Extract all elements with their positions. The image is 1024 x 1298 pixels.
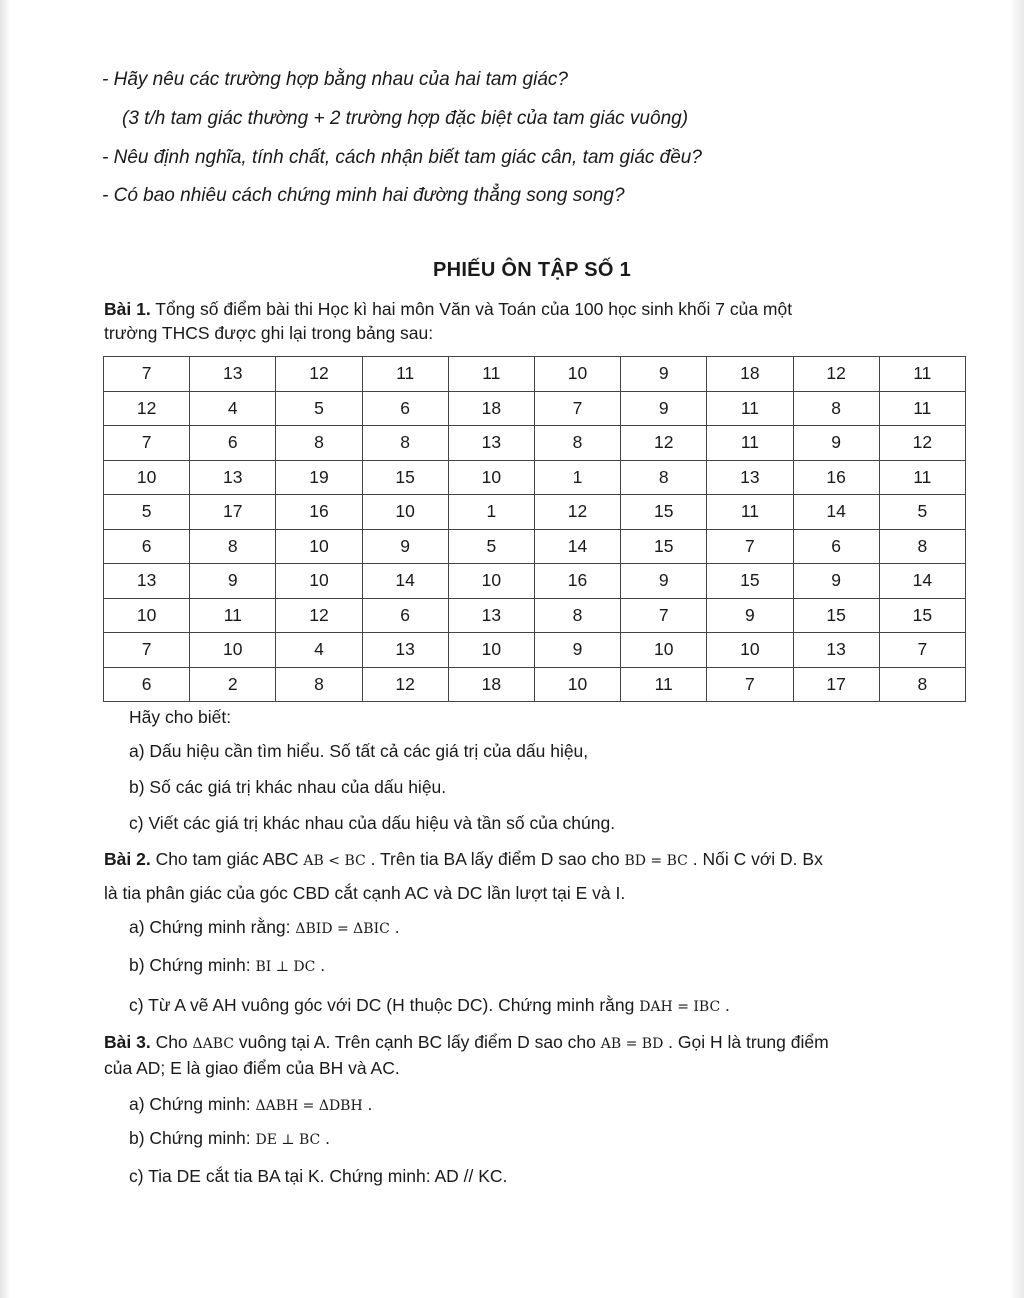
table-cell: 7 [104, 426, 190, 461]
table-cell: 11 [879, 357, 965, 392]
table-cell: 9 [621, 564, 707, 599]
table-cell: 9 [190, 564, 276, 599]
part-text: b) Chứng minh: [129, 1128, 256, 1148]
table-cell: 7 [534, 391, 620, 426]
table-cell: 13 [448, 598, 534, 633]
table-cell: 9 [707, 598, 793, 633]
part-end: . [320, 1128, 331, 1148]
part-math: ΔBID = ΔBIC [295, 921, 390, 937]
exercise-2-condition-2: BD = BC [624, 853, 688, 869]
table-cell: 11 [448, 357, 534, 392]
table-cell: 6 [190, 426, 276, 461]
page-edge-shadow [0, 0, 10, 1298]
table-cell: 8 [793, 391, 879, 426]
exercise-3-triangle: ΔABC [192, 1036, 235, 1052]
exercise-1-part-a: a) Dấu hiệu cần tìm hiểu. Số tất cả các giá trị của dấu hiệu, [129, 741, 589, 761]
table-cell: 4 [190, 391, 276, 426]
worksheet-title: PHIẾU ÔN TẬP SỐ 1 [432, 259, 632, 281]
exercise-1-statement [104, 297, 934, 345]
table-cell: 1 [534, 460, 620, 495]
table-cell: 12 [276, 357, 362, 392]
table-cell: 8 [190, 529, 276, 564]
table-cell: 11 [621, 667, 707, 702]
score-table-body [104, 357, 966, 702]
table-cell: 9 [621, 391, 707, 426]
table-cell: 2 [190, 667, 276, 702]
table-cell: 7 [104, 633, 190, 668]
table-cell: 10 [448, 564, 534, 599]
table-cell: 9 [793, 564, 879, 599]
exercise-3-part-c: c) Tia DE cắt tia BA tại K. Chứng minh: AD // KC. [129, 1166, 508, 1186]
table-cell: 8 [879, 529, 965, 564]
exercise-1-label: Bài 1. [104, 299, 151, 319]
table-cell: 11 [707, 426, 793, 461]
exercise-2-part-c [129, 994, 730, 1018]
table-cell: 9 [621, 357, 707, 392]
table-cell: 17 [190, 495, 276, 530]
table-cell: 14 [793, 495, 879, 530]
table-cell: 11 [879, 391, 965, 426]
table-cell: 13 [448, 426, 534, 461]
part-end: . [315, 955, 326, 975]
table-cell: 9 [534, 633, 620, 668]
question-2: - Nêu định nghĩa, tính chất, cách nhận biết tam giác cân, tam giác đều? [102, 147, 702, 168]
table-cell: 16 [276, 495, 362, 530]
exercise-2-line1 [104, 848, 823, 872]
part-text: a) Chứng minh rằng: [129, 917, 296, 937]
table-cell: 13 [707, 460, 793, 495]
score-table [103, 356, 966, 702]
table-cell: 9 [793, 426, 879, 461]
table-row [104, 426, 966, 461]
part-text: c) Từ A vẽ AH vuông góc với DC (H thuộc DC). Chứng minh rằng [129, 995, 640, 1015]
table-cell: 13 [362, 633, 448, 668]
table-cell: 15 [707, 564, 793, 599]
table-cell: 17 [793, 667, 879, 702]
table-row [104, 667, 966, 702]
table-cell: 12 [879, 426, 965, 461]
table-cell: 7 [621, 598, 707, 633]
question-1-note: (3 t/h tam giác thường + 2 trường hợp đặc biệt của tam giác vuông) [122, 108, 689, 129]
table-cell: 7 [879, 633, 965, 668]
question-1: - Hãy nêu các trường hợp bằng nhau của hai tam giác? [102, 69, 568, 90]
exercise-2-label: Bài 2. [104, 849, 151, 869]
table-cell: 15 [362, 460, 448, 495]
table-row [104, 529, 966, 564]
table-cell: 8 [276, 667, 362, 702]
exercise-2-part-a [129, 916, 400, 940]
table-cell: 10 [448, 460, 534, 495]
table-cell: 12 [362, 667, 448, 702]
table-cell: 12 [276, 598, 362, 633]
table-cell: 13 [793, 633, 879, 668]
exercise-1-text-line1: Tổng số điểm bài thi Học kì hai môn Văn và Toán của 100 học sinh khối 7 của một [150, 299, 793, 319]
part-end: . [389, 917, 400, 937]
table-cell: 7 [707, 667, 793, 702]
table-cell: 12 [104, 391, 190, 426]
exercise-1-part-c: c) Viết các giá trị khác nhau của dấu hiệu và tần số của chúng. [129, 813, 616, 833]
table-cell: 8 [534, 598, 620, 633]
exercise-3-condition: AB = BD [600, 1036, 664, 1052]
table-cell: 8 [362, 426, 448, 461]
table-cell: 14 [362, 564, 448, 599]
table-cell: 8 [879, 667, 965, 702]
table-cell: 12 [793, 357, 879, 392]
part-math: DAH = IBC [639, 999, 721, 1015]
table-cell: 8 [276, 426, 362, 461]
part-math: BI ⊥ DC [255, 959, 316, 975]
table-row [104, 598, 966, 633]
table-cell: 4 [276, 633, 362, 668]
table-cell: 15 [793, 598, 879, 633]
table-cell: 19 [276, 460, 362, 495]
table-cell: 5 [879, 495, 965, 530]
table-cell: 12 [621, 426, 707, 461]
table-row [104, 633, 966, 668]
exercise-3-text: Cho [150, 1032, 193, 1052]
table-cell: 6 [793, 529, 879, 564]
table-cell: 6 [362, 598, 448, 633]
part-text: b) Chứng minh: [129, 955, 256, 975]
table-cell: 16 [534, 564, 620, 599]
exercise-1-prompt: Hãy cho biết: [129, 707, 232, 727]
exercise-1-part-b: b) Số các giá trị khác nhau của dấu hiệu. [129, 777, 447, 797]
table-cell: 10 [448, 633, 534, 668]
page-edge-shadow-right [1010, 0, 1024, 1298]
table-row [104, 357, 966, 392]
table-cell: 14 [534, 529, 620, 564]
table-cell: 18 [707, 357, 793, 392]
exercise-3-text: vuông tại A. Trên cạnh BC lấy điểm D sao cho [234, 1032, 601, 1052]
table-row [104, 564, 966, 599]
table-cell: 6 [362, 391, 448, 426]
table-row [104, 391, 966, 426]
exercise-3-line1 [104, 1031, 829, 1055]
table-cell: 8 [534, 426, 620, 461]
table-row [104, 460, 966, 495]
table-cell: 11 [190, 598, 276, 633]
table-cell: 9 [362, 529, 448, 564]
table-cell: 13 [104, 564, 190, 599]
part-math: DE ⊥ BC [255, 1132, 321, 1148]
table-cell: 6 [104, 529, 190, 564]
table-cell: 5 [104, 495, 190, 530]
table-cell: 7 [707, 529, 793, 564]
table-cell: 10 [534, 357, 620, 392]
table-cell: 12 [534, 495, 620, 530]
table-cell: 11 [879, 460, 965, 495]
table-cell: 11 [707, 495, 793, 530]
part-end: . [720, 995, 730, 1015]
table-cell: 10 [707, 633, 793, 668]
table-cell: 8 [621, 460, 707, 495]
table-cell: 15 [621, 495, 707, 530]
table-cell: 10 [190, 633, 276, 668]
table-cell: 1 [448, 495, 534, 530]
table-row [104, 495, 966, 530]
exercise-3-line2: của AD; E là giao điểm của BH và AC. [104, 1058, 400, 1078]
exercise-2-text: Cho tam giác ABC [150, 849, 304, 869]
question-3: - Có bao nhiêu cách chứng minh hai đường thẳng song song? [102, 185, 625, 206]
table-cell: 10 [104, 598, 190, 633]
table-cell: 5 [276, 391, 362, 426]
exercise-2-text: . Nối C với D. Bx [687, 849, 823, 869]
part-text: a) Chứng minh: [129, 1094, 256, 1114]
exercise-3-part-b [129, 1127, 330, 1151]
exercise-2-text: . Trên tia BA lấy điểm D sao cho [365, 849, 625, 869]
table-cell: 5 [448, 529, 534, 564]
table-cell: 15 [879, 598, 965, 633]
exercise-1-text-line2: trường THCS được ghi lại trong bảng sau: [104, 323, 434, 343]
exercise-2-part-b [129, 954, 325, 978]
table-cell: 15 [621, 529, 707, 564]
table-cell: 10 [276, 564, 362, 599]
table-cell: 10 [621, 633, 707, 668]
table-cell: 7 [104, 357, 190, 392]
exercise-3-label: Bài 3. [104, 1032, 151, 1052]
exercise-3-text: . Gọi H là trung điểm [663, 1032, 829, 1052]
exercise-2-line2: là tia phân giác của góc CBD cắt cạnh AC và DC lần lượt tại E và I. [104, 883, 626, 903]
table-cell: 18 [448, 667, 534, 702]
table-cell: 11 [362, 357, 448, 392]
table-cell: 13 [190, 460, 276, 495]
table-cell: 10 [104, 460, 190, 495]
table-cell: 10 [362, 495, 448, 530]
table-cell: 14 [879, 564, 965, 599]
table-cell: 11 [707, 391, 793, 426]
exercise-2-condition-1: AB < BC [303, 853, 366, 869]
part-end: . [362, 1094, 373, 1114]
table-cell: 13 [190, 357, 276, 392]
table-cell: 6 [104, 667, 190, 702]
exercise-3-part-a [129, 1093, 372, 1117]
table-cell: 10 [276, 529, 362, 564]
table-cell: 18 [448, 391, 534, 426]
part-math: ΔABH = ΔDBH [255, 1098, 363, 1114]
table-cell: 16 [793, 460, 879, 495]
table-cell: 10 [534, 667, 620, 702]
